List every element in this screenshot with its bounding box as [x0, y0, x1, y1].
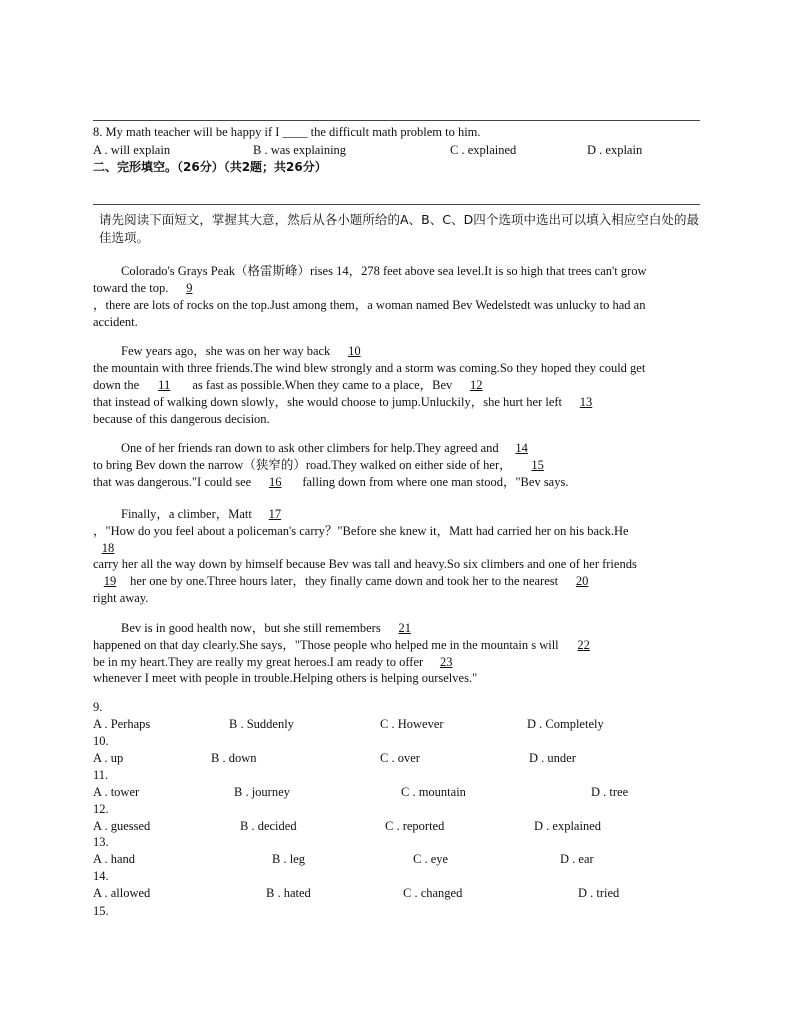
p4-line2: ，"How do you feel about a policeman's carry？"Before she knew it，Matt had carried her on his back.He — [93, 524, 629, 538]
question-9-number: 9. — [93, 700, 103, 714]
p3-line3: that was dangerous."I could see 16 falling down from where one man stood，"Bev says. — [93, 475, 569, 489]
blank-20[interactable]: 20 — [575, 574, 589, 588]
q10-option-c[interactable]: C . over — [380, 751, 420, 765]
q12-option-c[interactable]: C . reported — [385, 819, 445, 833]
q8-options — [93, 142, 700, 158]
question-15-number: 15. — [93, 904, 109, 918]
question-12-options — [93, 818, 700, 834]
q9-option-a[interactable]: A . Perhaps — [93, 717, 151, 731]
blank-19[interactable]: 19 — [103, 574, 117, 588]
q12-option-d[interactable]: D . explained — [534, 819, 601, 833]
question-12-number: 12. — [93, 802, 109, 816]
q13-option-d[interactable]: D . ear — [560, 852, 594, 866]
p1-line4: accident. — [93, 315, 138, 329]
blank-23[interactable]: 23 — [439, 655, 453, 669]
q13-option-c[interactable]: C . eye — [413, 852, 449, 866]
question-14-number: 14. — [93, 869, 109, 883]
q11-option-c[interactable]: C . mountain — [401, 785, 466, 799]
question-14-options — [93, 885, 700, 901]
q10-option-d[interactable]: D . under — [529, 751, 576, 765]
p2-line1: Few years ago，she was on her way back 10 — [121, 343, 378, 359]
question-11-options — [93, 784, 700, 800]
p2-line4: that instead of walking down slowly，she would choose to jump.Unluckily，she hurt her left 13 — [93, 394, 610, 410]
question-9-options — [93, 716, 700, 732]
blank-15[interactable]: 15 — [531, 458, 544, 472]
p1-line3: ，there are lots of rocks on the top.Just among them，a woman named Bev Wedelstedt was unlucky to had an — [93, 298, 646, 312]
p1-line1: Colorado's Grays Peak（格雷斯峰）rises 14，278 feet above sea level.It is so high that trees can't grow — [121, 264, 647, 278]
q14-option-d[interactable]: D . tried — [578, 886, 620, 900]
p4-line3 — [93, 540, 123, 556]
blank-11[interactable]: 11 — [158, 378, 171, 392]
p4-line4: carry her all the way down by himself because Bev was tall and heavy.So six climbers and one of her friends — [93, 557, 637, 571]
p5-line1: Bev is in good health now，but she still remembers 21 — [121, 620, 429, 636]
blank-21[interactable]: 21 — [398, 621, 411, 635]
q9-option-c[interactable]: C . However — [380, 717, 444, 731]
p3-line1: One of her friends ran down to ask other climbers for help.They agreed and 14 — [121, 440, 545, 456]
section-title: 二、完形填空。（26分）（共2题；共26分） — [93, 160, 327, 174]
question-11-number: 11. — [93, 768, 109, 782]
question-10-number: 10. — [93, 734, 109, 748]
blank-10[interactable]: 10 — [348, 344, 361, 358]
p5-line3: be in my heart.They are really my great heroes.I am ready to offer 23 — [93, 654, 469, 670]
q11-option-d[interactable]: D . tree — [591, 785, 629, 799]
question-13-options — [93, 851, 700, 867]
q14-option-a[interactable]: A . allowed — [93, 886, 151, 900]
p5-line2: happened on that day clearly.She says，"Those people who helped me in the mountain s will 22 — [93, 637, 609, 653]
blank-17[interactable]: 17 — [268, 507, 282, 521]
q9-option-b[interactable]: B . Suddenly — [229, 717, 294, 731]
question-13-number: 13. — [93, 835, 109, 849]
p2-line3: down the 11 as fast as possible.When they came to a place，Bev 12 — [93, 377, 500, 393]
q13-option-b[interactable]: B . leg — [272, 852, 305, 866]
q8-stem: 8. My math teacher will be happy if I ____ the difficult math problem to him. — [93, 125, 481, 139]
blank-12[interactable]: 12 — [470, 378, 483, 392]
blank-22[interactable]: 22 — [577, 638, 590, 652]
q14-option-b[interactable]: B . hated — [266, 886, 311, 900]
section-instruction: 请先阅读下面短文，掌握其大意，然后从各小题所给的A、B、C、D四个选项中选出可以填入相应空白处的最佳选项。 — [99, 212, 699, 245]
p5-line4: whenever I meet with people in trouble.Helping others is helping ourselves." — [93, 671, 478, 685]
q12-option-a[interactable]: A . guessed — [93, 819, 151, 833]
q9-option-d[interactable]: D . Completely — [527, 717, 604, 731]
q11-option-a[interactable]: A . tower — [93, 785, 140, 799]
p2-line5: because of this dangerous decision. — [93, 412, 270, 426]
blank-16[interactable]: 16 — [268, 475, 282, 489]
q8-option-a[interactable]: A . will explain — [93, 143, 171, 157]
q11-option-b[interactable]: B . journey — [234, 785, 290, 799]
p4-line1: Finally，a climber，Matt 17 — [121, 506, 298, 522]
q12-option-b[interactable]: B . decided — [240, 819, 297, 833]
section-rule — [93, 204, 700, 205]
p1-line2: toward the top. 9 — [93, 280, 210, 296]
p3-line2: to bring Bev down the narrow（狭窄的）road.They walked on either side of her， 15 — [93, 457, 564, 473]
p2-line2: the mountain with three friends.The wind blew strongly and a storm was coming.So they hoped they could get — [93, 361, 646, 375]
q8-option-b[interactable]: B . was explaining — [253, 143, 347, 157]
question-10-options — [93, 750, 700, 766]
blank-9[interactable]: 9 — [186, 281, 193, 295]
q8-option-d[interactable]: D . explain — [587, 143, 643, 157]
blank-14[interactable]: 14 — [515, 441, 528, 455]
top-rule — [93, 120, 700, 121]
q8-option-c[interactable]: C . explained — [450, 143, 517, 157]
q10-option-b[interactable]: B . down — [211, 751, 257, 765]
blank-18[interactable]: 18 — [101, 541, 115, 555]
q10-option-a[interactable]: A . up — [93, 751, 124, 765]
blank-13[interactable]: 13 — [579, 395, 593, 409]
p4-line6: right away. — [93, 591, 149, 605]
q14-option-c[interactable]: C . changed — [403, 886, 463, 900]
q13-option-a[interactable]: A . hand — [93, 852, 136, 866]
p4-line5: 19 her one by one.Three hours later，they finally came down and took her to the nearest 20 — [93, 573, 606, 589]
